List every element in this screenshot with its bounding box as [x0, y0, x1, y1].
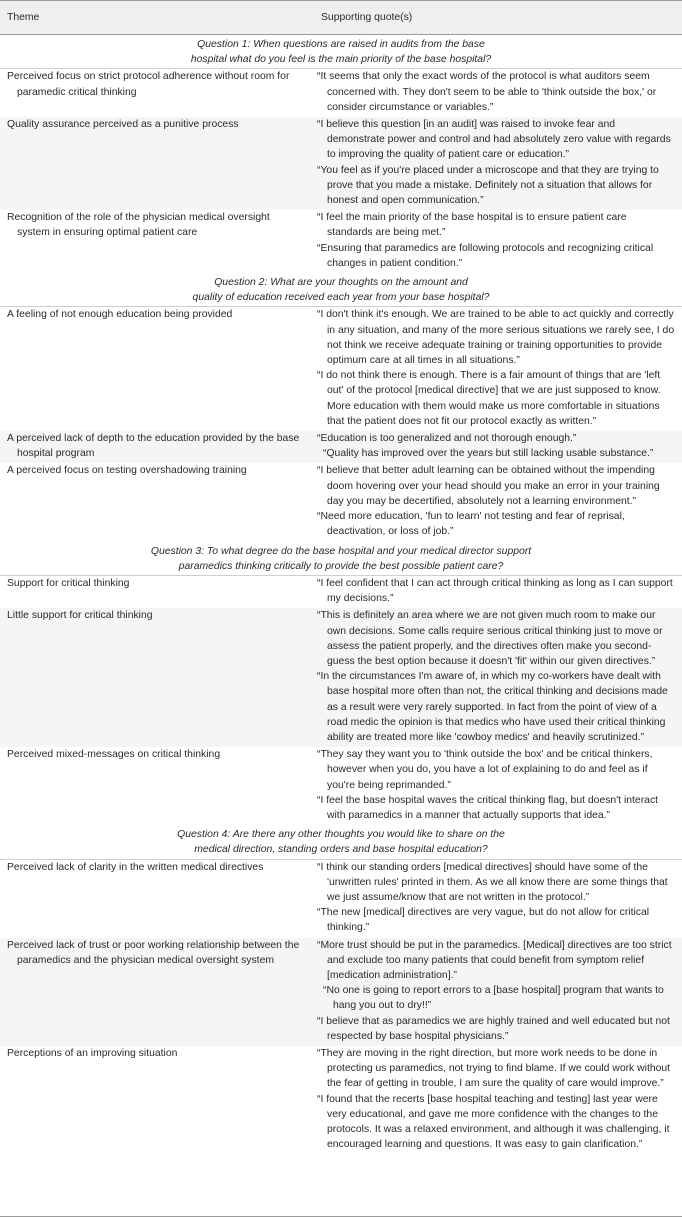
supporting-quote: “I believe this question [in an audit] was raised to invoke fear and demonstrate power and control and had absolutely zero value with regards to improving the quality of patient care or education.”	[317, 119, 671, 161]
theme-text: paramedic critical thinking	[17, 86, 137, 98]
supporting-quote: “This is definitely an area where we are not given much room to make our own decisions. Some calls require serious critical thinking just to move or assess the patient properly, and the directives often make you second-guess the best option because it doesn't 'fit' within our given directives.”	[317, 610, 663, 667]
supporting-quote: “In the circumstances I'm aware of, in which my co-workers have dealt with base hospital more often than not, the critical thinking and decisions made as a result were very rarely supported. In fact from the point of view of a road medic the opinion is that medics who have used their critical thinking ability are treated more like 'cowboy medics' and heavily scrutinized.”	[317, 671, 668, 743]
supporting-quote: “They say they want you to 'think outside the box' and be critical thinkers, however when you do, you have a lot of explaining to do and feel as if you're being reprimanded.”	[317, 749, 653, 791]
quotes-cell	[317, 576, 675, 606]
question-heading	[0, 273, 682, 307]
theme-cell	[0, 431, 317, 461]
theme-text: Recognition of the role of the physician medical oversight	[7, 212, 270, 224]
theme-cell	[0, 860, 317, 936]
supporting-quote: “Education is too generalized and not thorough enough.”	[317, 433, 577, 445]
table-body	[0, 35, 682, 1154]
question-line: medical direction, standing orders and base hospital education?	[194, 844, 488, 856]
supporting-quote: “I found that the recerts [base hospital teaching and testing] last year were very educational, and gave me more confidence with the changes to the protocols. It was a relaxed environment, and although it was challenging, it encouraged learning and questions. It was easy to gain clarification.”	[317, 1093, 670, 1151]
quotes-cell	[317, 860, 675, 936]
theme-text: Perceived mixed-messages on critical thinking	[7, 749, 221, 761]
question-heading	[0, 542, 682, 576]
quotes-cell	[317, 210, 675, 271]
theme-text: system in ensuring optimal patient care	[17, 227, 198, 239]
theme-text: paramedics and the physician medical oversight system	[17, 954, 275, 966]
theme-text: Support for critical thinking	[7, 577, 130, 589]
supporting-quote: “It seems that only the exact words of the protocol is what auditors seem concerned with. They don't seem to be able to 'think outside the box,' or consider circumstance or variables.”	[317, 71, 657, 113]
quotes-cell	[317, 938, 675, 1044]
supporting-quote: “They are moving in the right direction, but more work needs to be done in protecting us paramedics, not trying to find blame. If we could work without the fear of getting in trouble, I am sure the quality of care would improve.”	[317, 1048, 671, 1090]
supporting-quote: “More trust should be put in the paramedics. [Medical] directives are too strict and exclude too many patients that could benefit from symptom relief [medication administration].”	[317, 939, 672, 981]
theme-cell	[0, 608, 317, 745]
table-row	[0, 117, 682, 210]
table-row	[0, 576, 682, 608]
theme-text: A perceived focus on testing overshadowing training	[7, 465, 247, 477]
question-line: Question 2: What are your thoughts on the amount and	[214, 277, 468, 289]
supporting-quote: “No one is going to report errors to a [base hospital] program that wants to hang you out to dry!!”	[323, 985, 664, 1012]
question-heading	[0, 35, 682, 69]
theme-text: A perceived lack of depth to the education provided by the base	[7, 433, 300, 445]
table-bottom-rule	[0, 1216, 682, 1217]
quotes-cell	[317, 431, 675, 461]
supporting-quote: “You feel as if you're placed under a microscope and that they are trying to prove that you made a mistake. Definitely not a situation that allows for honest and open communication.”	[317, 164, 659, 207]
quotes-cell	[317, 307, 675, 429]
theme-cell	[0, 210, 317, 271]
quotes-cell	[317, 608, 675, 745]
question-line: hospital what do you feel is the main priority of the base hospital?	[190, 54, 492, 66]
theme-cell	[0, 117, 317, 208]
theme-cell	[0, 747, 317, 823]
theme-text: Quality assurance perceived as a punitive process	[7, 119, 239, 131]
theme-text: hospital program	[17, 448, 95, 460]
table-row	[0, 1046, 682, 1154]
question-line: Question 1: When questions are raised in audits from the base	[197, 39, 485, 50]
theme-cell	[0, 938, 317, 1044]
table-row	[0, 431, 682, 463]
quotes-cell	[317, 463, 675, 539]
question-line: paramedics thinking critically to provide the best possible patient care?	[178, 560, 504, 572]
theme-text: Perceived lack of clarity in the written medical directives	[7, 861, 264, 873]
supporting-quote: “I believe that as paramedics we are highly trained and well educated but not respected by base hospital physicians.”	[317, 1015, 670, 1042]
quotes-cell	[317, 1046, 675, 1152]
supporting-quote: “The new [medical] directives are very vague, but do not allow for critical thinking.”	[317, 907, 650, 934]
supporting-quote: “Ensuring that paramedics are following protocols and recognizing critical changes in patient condition.”	[317, 242, 654, 269]
table-row	[0, 69, 682, 117]
theme-cell	[0, 463, 317, 539]
question-line: quality of education received each year from your base hospital?	[192, 292, 490, 304]
quotes-cell	[317, 747, 675, 823]
question-heading	[0, 825, 682, 859]
theme-cell	[0, 307, 317, 429]
quotes-cell	[317, 117, 675, 208]
theme-cell	[0, 1046, 317, 1152]
table-row	[0, 860, 682, 938]
supporting-quote: “I think our standing orders [medical directives] should have some of the 'unwritten rules' printed in them. As we all know there are some things that we just assume/know that are not written in the protocol.”	[317, 861, 668, 903]
theme-text: Perceived focus on strict protocol adherence without room for	[7, 71, 290, 83]
table-row	[0, 463, 682, 541]
supporting-quote: “I don't think it's enough. We are trained to be able to act quickly and correctly in any situation, and many of the more serious situations we rarely see, I do not think we receive adequate training or training opportunities to provide optimum care at all times in all situations.”	[317, 309, 675, 367]
header-quotes: Supporting quote(s)	[321, 12, 413, 23]
supporting-quote: “I believe that better adult learning can be obtained without the impending doom hovering over your head should you make an error in your training day you may be decertified, absolutely not a learning environment.”	[317, 465, 660, 507]
supporting-quote: “I feel the base hospital waves the critical thinking flag, but doesn't interact with paramedics in a manner that actually supports that idea.”	[317, 794, 659, 821]
table-header	[0, 0, 682, 35]
supporting-quote: “I feel confident that I can act through critical thinking as long as I can support my decisions.”	[317, 577, 673, 605]
question-line: Question 3: To what degree do the base hospital and your medical director support	[150, 545, 532, 557]
theme-text: Perceived lack of trust or poor working relationship between the	[7, 939, 300, 951]
theme-cell	[0, 69, 317, 115]
header-theme: Theme	[7, 12, 40, 23]
supporting-quote: “I do not think there is enough. There is a fair amount of things that are 'left out' of the protocol [medical directive] that we are just supposed to know. More education with them would make us more comfortable in situations that the patient does not fit our protocol exactly as written.”	[317, 370, 661, 427]
table-row	[0, 210, 682, 273]
table-row	[0, 938, 682, 1046]
table-row	[0, 747, 682, 825]
table-row	[0, 307, 682, 431]
table-row	[0, 608, 682, 747]
theme-text: Little support for critical thinking	[7, 610, 153, 622]
theme-text: Perceptions of an improving situation	[7, 1048, 178, 1059]
supporting-quote: “I feel the main priority of the base hospital is to ensure patient care standards are being met.”	[317, 212, 627, 239]
question-line: Question 4: Are there any other thoughts you would like to share on the	[177, 829, 505, 841]
theme-text: A feeling of not enough education being provided	[7, 309, 233, 321]
theme-cell	[0, 576, 317, 606]
supporting-quote: “Quality has improved over the years but still lacking usable substance.”	[323, 448, 654, 460]
quotes-cell	[317, 69, 675, 115]
supporting-quote: “Need more education, 'fun to learn' not testing and fear of reprisal, deactivation, or loss of job.”	[317, 511, 625, 538]
